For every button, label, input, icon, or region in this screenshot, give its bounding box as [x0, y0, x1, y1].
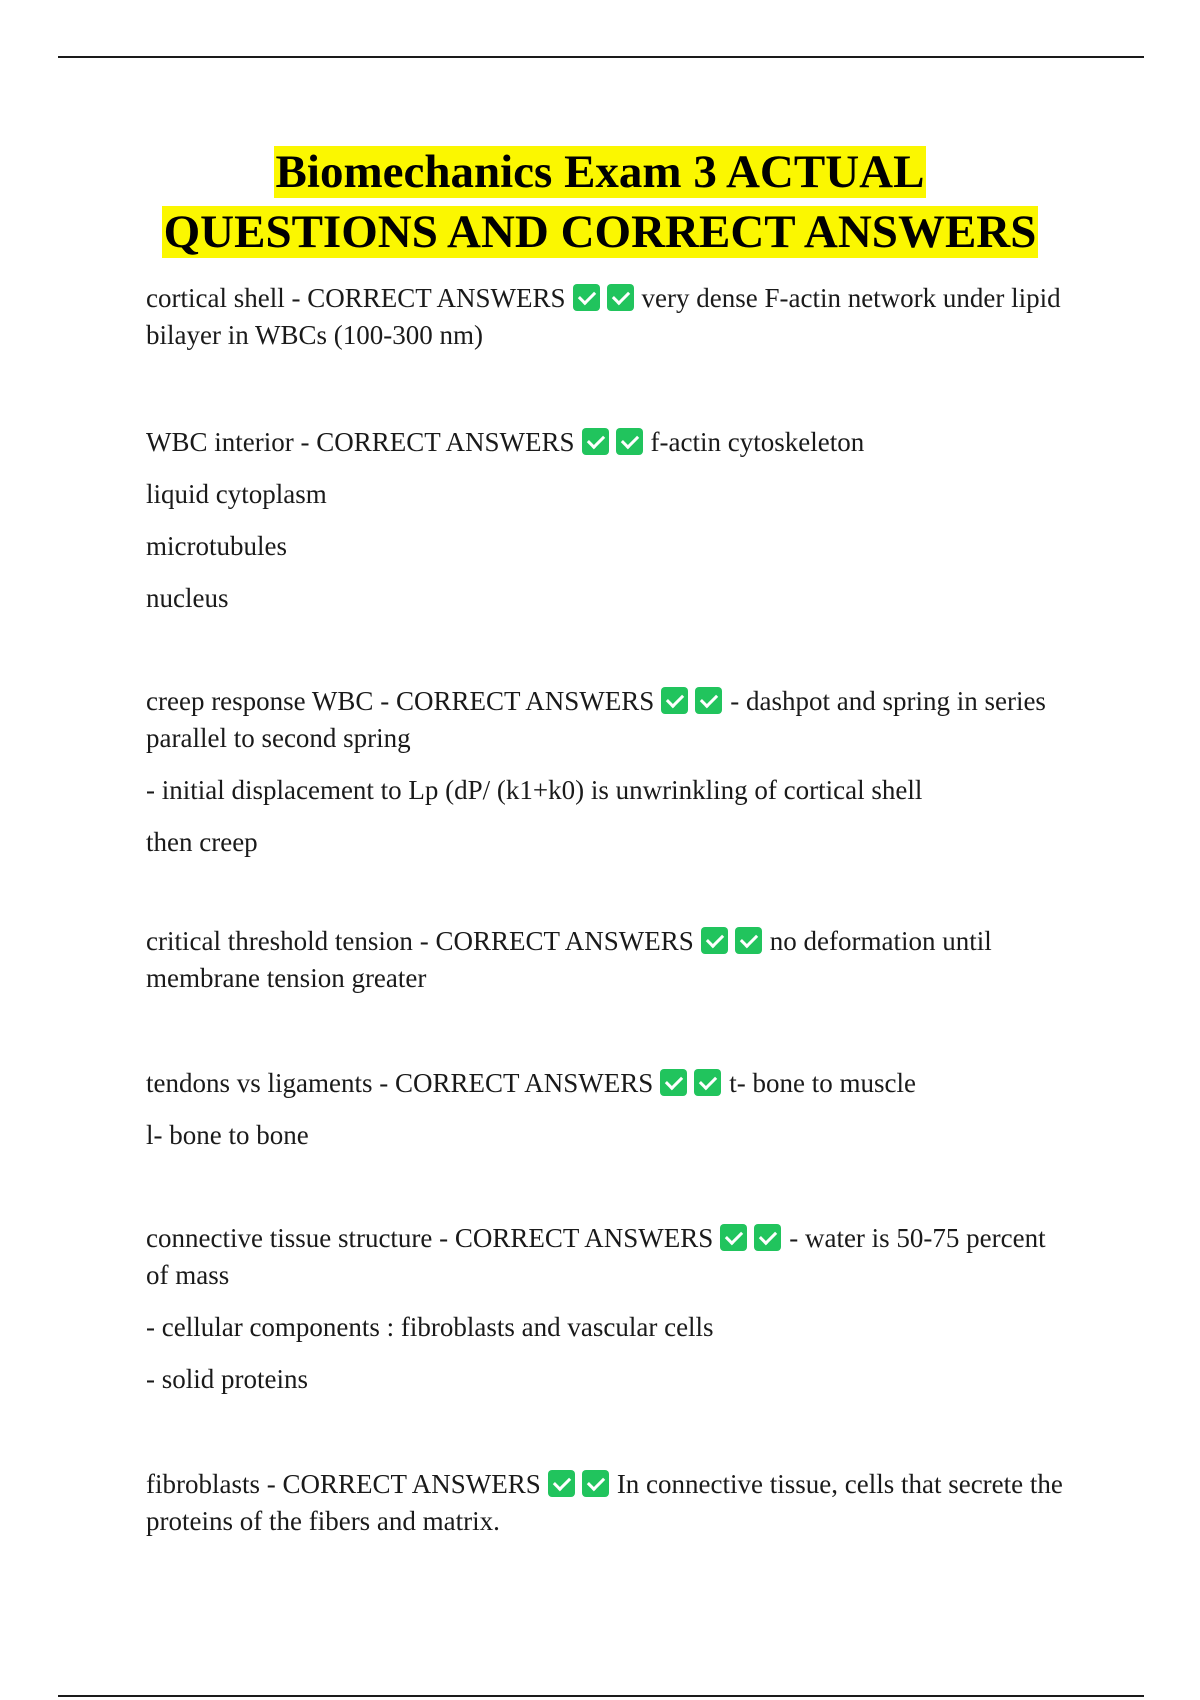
separator: -: [432, 1223, 455, 1253]
qa-entry-text: [146, 280, 1066, 354]
answer: very dense F-actin network under lipid bilayer in WBCs (100-300 nm): [146, 283, 1061, 350]
answer-line: microtubules: [146, 531, 287, 561]
check-icon: [661, 687, 688, 714]
separator: -: [293, 427, 317, 457]
answer: - water is 50-75 percent of mass: [146, 1223, 1046, 1290]
qa-entry-fibroblasts: [146, 1466, 1066, 1540]
qa-entry-text: [146, 1466, 1066, 1540]
answer-marker: CORRECT ANSWERS: [316, 427, 575, 457]
qa-entry-text: [146, 1220, 1066, 1294]
answer-line: - solid proteins: [146, 1364, 308, 1394]
term: tendons vs ligaments: [146, 1068, 373, 1098]
answer-line: - initial displacement to Lp (dP/ (k1+k0) is unwrinkling of cortical shell: [146, 775, 923, 805]
document-title: [0, 142, 1200, 262]
term: WBC interior: [146, 427, 294, 457]
qa-entry-creep-response: [146, 683, 1066, 861]
answer-line: then creep: [146, 827, 258, 857]
answer-marker: CORRECT ANSWERS: [282, 1469, 541, 1499]
answer-line: l- bone to bone: [146, 1120, 309, 1150]
check-icon: [735, 927, 762, 954]
qa-entry-text: [146, 683, 1066, 757]
answer-line: - cellular components : fibroblasts and vascular cells: [146, 1312, 714, 1342]
check-icon: [694, 1069, 721, 1096]
term: cortical shell: [146, 283, 285, 313]
term: critical threshold tension: [146, 926, 413, 956]
qa-entry-cortical-shell: [146, 280, 1066, 354]
qa-list: [146, 280, 1066, 1540]
term: creep response WBC: [146, 686, 374, 716]
qa-entry-tendons-vs-ligaments: [146, 1065, 1066, 1154]
answer-marker: CORRECT ANSWERS: [435, 926, 694, 956]
answer-marker: CORRECT ANSWERS: [394, 1068, 654, 1098]
answer: no deformation until membrane tension greater: [146, 926, 992, 993]
check-icon: [582, 428, 609, 455]
term: connective tissue structure: [146, 1223, 433, 1253]
check-icon: [616, 428, 643, 455]
qa-entry-text: [146, 424, 1066, 461]
check-icon: [548, 1470, 575, 1497]
answer-line: liquid cytoplasm: [146, 479, 327, 509]
answer: f-actin cytoskeleton: [650, 427, 865, 457]
answer-line: nucleus: [146, 583, 229, 613]
title-line-1: Biomechanics Exam 3 ACTUAL: [275, 146, 925, 198]
separator: -: [284, 283, 308, 313]
term: fibroblasts: [146, 1469, 260, 1499]
qa-entry-wbc-interior: [146, 424, 1066, 617]
check-icon: [582, 1470, 609, 1497]
title-line-2: QUESTIONS AND CORRECT ANSWERS: [163, 206, 1037, 258]
answer-marker: CORRECT ANSWERS: [395, 686, 655, 716]
separator: -: [260, 1469, 283, 1499]
qa-entry-text: [146, 923, 1066, 997]
answer: - dashpot and spring in series parallel to second spring: [146, 686, 1046, 753]
separator: -: [372, 1068, 395, 1098]
check-icon: [701, 927, 728, 954]
top-rule: [58, 56, 1144, 58]
check-icon: [660, 1069, 687, 1096]
check-icon: [695, 687, 722, 714]
answer-marker: CORRECT ANSWERS: [307, 283, 566, 313]
separator: -: [373, 686, 396, 716]
answer: t- bone to muscle: [729, 1068, 917, 1098]
check-icon: [573, 284, 600, 311]
check-icon: [754, 1224, 781, 1251]
answer: In connective tissue, cells that secrete the proteins of the fibers and matrix.: [146, 1469, 1063, 1536]
separator: -: [412, 926, 436, 956]
check-icon: [607, 284, 634, 311]
bottom-rule: [58, 1695, 1144, 1697]
qa-entry-text: [146, 1065, 1066, 1102]
check-icon: [720, 1224, 747, 1251]
qa-entry-critical-threshold: [146, 923, 1066, 997]
answer-marker: CORRECT ANSWERS: [454, 1223, 714, 1253]
qa-entry-connective-tissue: [146, 1220, 1066, 1398]
